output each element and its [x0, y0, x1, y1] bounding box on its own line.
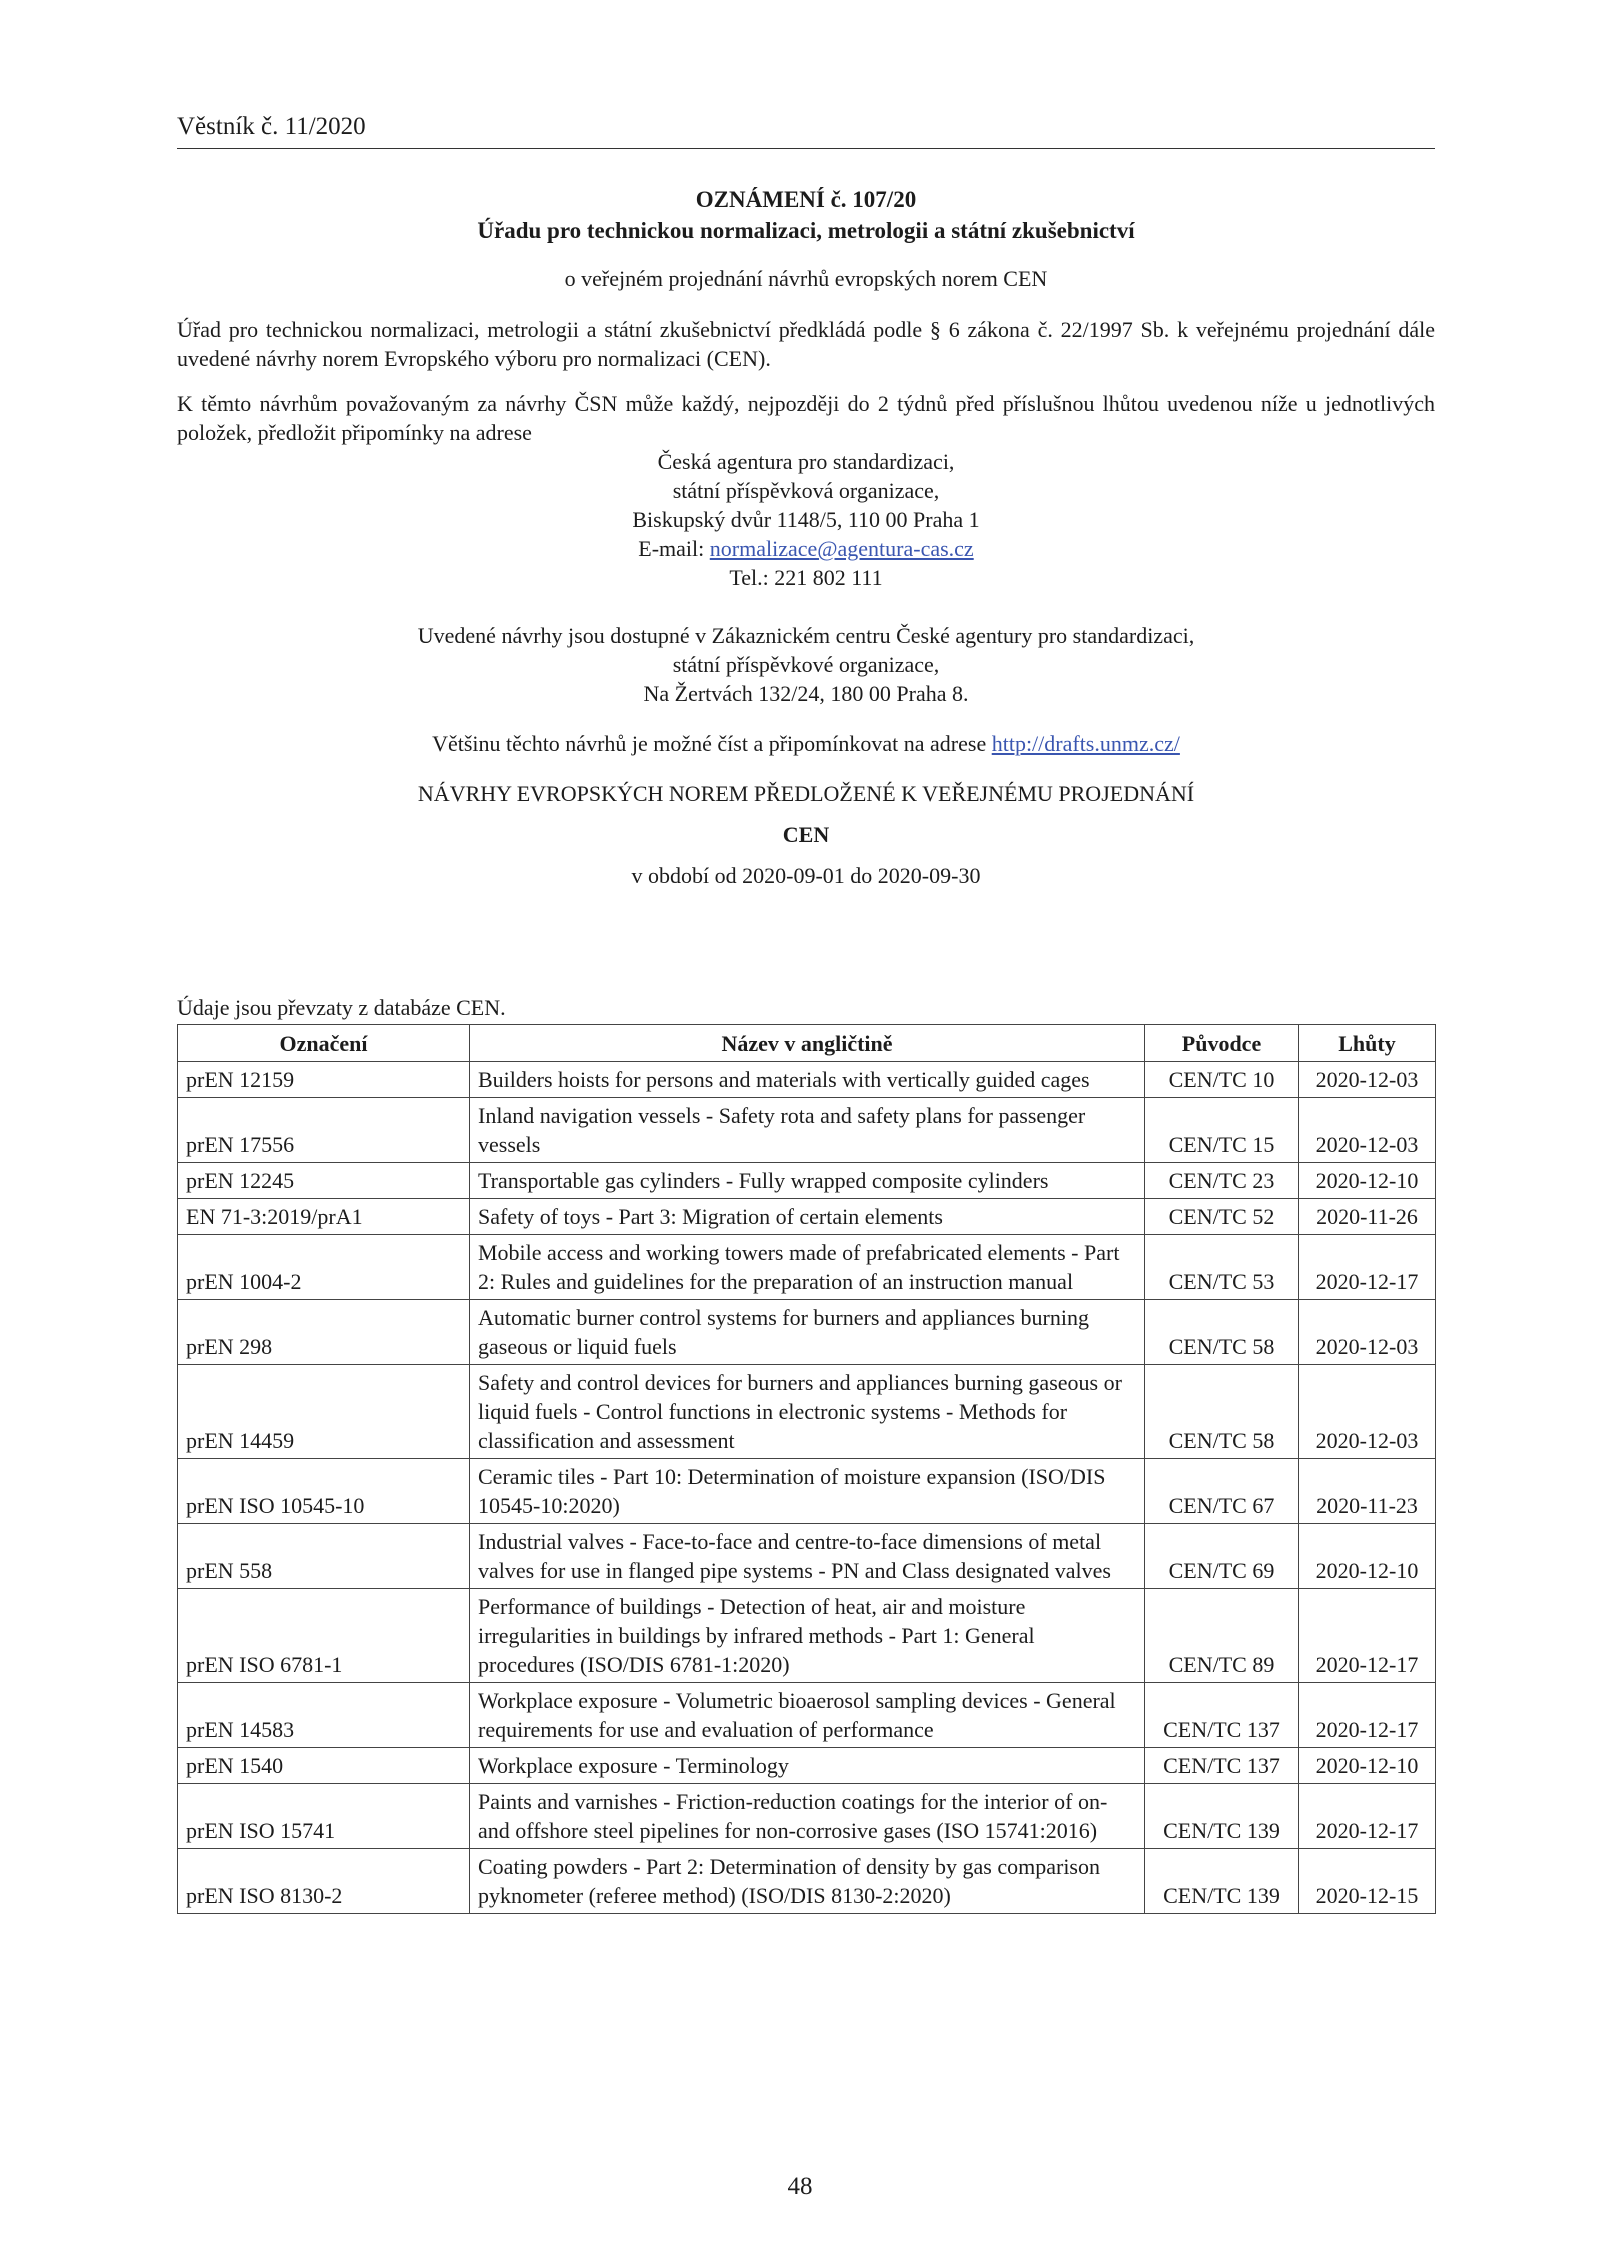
table-caption: Údaje jsou převzaty z databáze CEN.: [177, 995, 506, 1020]
email-link[interactable]: normalizace@agentura-cas.cz: [709, 536, 974, 561]
cell-deadline: 2020-12-03: [1299, 1300, 1436, 1365]
cell-title: Coating powders - Part 2: Determination of density by gas comparison pyknometer (referee method) (ISO/DIS 8130-2:2020): [470, 1849, 1145, 1914]
address-line-2: státní příspěvková organizace,: [672, 478, 940, 503]
cell-designation: prEN 1004-2: [178, 1235, 470, 1300]
cell-designation: EN 71-3:2019/prA1: [178, 1199, 470, 1235]
table-row: [178, 1849, 1436, 1914]
cell-originator: CEN/TC 139: [1145, 1849, 1299, 1914]
drafts-line: [177, 729, 1435, 758]
table-row: [178, 1163, 1436, 1199]
cell-deadline: 2020-12-10: [1299, 1748, 1436, 1784]
cell-originator: CEN/TC 53: [1145, 1235, 1299, 1300]
cell-title: Paints and varnishes - Friction-reduction coatings for the interior of on- and offshore steel pipelines for non-corrosive gases (ISO 15741:2016): [470, 1784, 1145, 1849]
cell-designation: prEN 14459: [178, 1365, 470, 1459]
cell-designation: prEN 298: [178, 1300, 470, 1365]
header-deadline: Lhůty: [1299, 1025, 1436, 1062]
cell-designation: prEN 14583: [178, 1683, 470, 1748]
email-line: [177, 534, 1435, 563]
cell-originator: CEN/TC 137: [1145, 1748, 1299, 1784]
notice-body: [177, 180, 1435, 890]
cell-deadline: 2020-12-17: [1299, 1784, 1436, 1849]
notice-subtitle: o veřejném projednání návrhů evropských norem CEN: [564, 266, 1048, 291]
cell-deadline: 2020-11-26: [1299, 1199, 1436, 1235]
cell-title: Industrial valves - Face-to-face and centre-to-face dimensions of metal valves for use in flanged pipe systems - PN and Class designated valves: [470, 1524, 1145, 1589]
cell-title: Safety and control devices for burners and appliances burning gaseous or liquid fuels - Control functions in electronic systems - Methods for classification and assessment: [470, 1365, 1145, 1459]
cell-title: Workplace exposure - Terminology: [470, 1748, 1145, 1784]
cell-designation: prEN ISO 8130-2: [178, 1849, 470, 1914]
journal-header: Věstník č. 11/2020: [177, 112, 1435, 149]
cell-originator: CEN/TC 139: [1145, 1784, 1299, 1849]
availability-block: [177, 621, 1435, 708]
cell-originator: CEN/TC 23: [1145, 1163, 1299, 1199]
cell-designation: prEN ISO 10545-10: [178, 1459, 470, 1524]
cell-originator: CEN/TC 67: [1145, 1459, 1299, 1524]
cell-designation: prEN 12245: [178, 1163, 470, 1199]
cell-title: Automatic burner control systems for burners and appliances burning gaseous or liquid fuels: [470, 1300, 1145, 1365]
table-row: [178, 1459, 1436, 1524]
cell-designation: prEN 12159: [178, 1062, 470, 1098]
cell-originator: CEN/TC 89: [1145, 1589, 1299, 1683]
cell-deadline: 2020-12-10: [1299, 1163, 1436, 1199]
cell-title: Mobile access and working towers made of prefabricated elements - Part 2: Rules and guidelines for the preparation of an instruction manual: [470, 1235, 1145, 1300]
cell-designation: prEN 558: [178, 1524, 470, 1589]
cell-deadline: 2020-12-03: [1299, 1365, 1436, 1459]
cell-title: Performance of buildings - Detection of heat, air and moisture irregularities in buildings by infrared methods - Part 1: General procedures (ISO/DIS 6781-1:2020): [470, 1589, 1145, 1683]
address-line-3: Biskupský dvůr 1148/5, 110 00 Praha 1: [632, 507, 980, 532]
notice-title: OZNÁMENÍ č. 107/20: [695, 187, 917, 212]
cell-deadline: 2020-12-17: [1299, 1683, 1436, 1748]
table-row: [178, 1683, 1436, 1748]
availability-line-3: Na Žertvách 132/24, 180 00 Praha 8.: [643, 681, 969, 706]
cell-designation: prEN 17556: [178, 1098, 470, 1163]
period: v období od 2020-09-01 do 2020-09-30: [631, 863, 981, 888]
cell-deadline: 2020-12-03: [1299, 1098, 1436, 1163]
section-org: CEN: [782, 822, 830, 847]
intro-paragraph: Úřad pro technickou normalizaci, metrologii a státní zkušebnictví předkládá podle § 6 zákona č. 22/1997 Sb. k veřejnému projednání dále uvedené návrhy norem Evropského výboru pro normalizaci (CEN).: [177, 317, 1435, 371]
cell-deadline: 2020-12-10: [1299, 1524, 1436, 1589]
standards-table: [177, 1024, 1436, 1914]
table-row: [178, 1199, 1436, 1235]
table-header-row: [178, 1025, 1436, 1062]
table-row: [178, 1235, 1436, 1300]
cell-title: Safety of toys - Part 3: Migration of certain elements: [470, 1199, 1145, 1235]
notice-issuer: Úřadu pro technickou normalizaci, metrologii a státní zkušebnictví: [477, 218, 1135, 243]
address-line-1: Česká agentura pro standardizaci,: [657, 449, 955, 474]
drafts-link[interactable]: http://drafts.unmz.cz/: [991, 731, 1180, 756]
header-originator: Původce: [1145, 1025, 1299, 1062]
table-row: [178, 1589, 1436, 1683]
email-label: E-mail:: [638, 536, 710, 561]
cell-deadline: 2020-12-17: [1299, 1589, 1436, 1683]
cell-deadline: 2020-12-03: [1299, 1062, 1436, 1098]
cell-designation: prEN ISO 6781-1: [178, 1589, 470, 1683]
cell-title: Workplace exposure - Volumetric bioaerosol sampling devices - General requirements for use and evaluation of performance: [470, 1683, 1145, 1748]
drafts-text: Většinu těchto návrhů je možné číst a připomínkovat na adrese: [432, 731, 992, 756]
cell-originator: CEN/TC 52: [1145, 1199, 1299, 1235]
cell-originator: CEN/TC 69: [1145, 1524, 1299, 1589]
phone-line: Tel.: 221 802 111: [729, 565, 883, 590]
cell-title: Transportable gas cylinders - Fully wrapped composite cylinders: [470, 1163, 1145, 1199]
table-row: [178, 1748, 1436, 1784]
page-number: 48: [787, 2173, 813, 2200]
availability-line-1: Uvedené návrhy jsou dostupné v Zákaznickém centru České agentury pro standardizaci,: [417, 623, 1195, 648]
header-title-english: Název v angličtině: [470, 1025, 1145, 1062]
table-row: [178, 1300, 1436, 1365]
address-block: [177, 447, 1435, 592]
cell-originator: CEN/TC 58: [1145, 1365, 1299, 1459]
table-row: [178, 1365, 1436, 1459]
header-designation: Označení: [178, 1025, 470, 1062]
cell-originator: CEN/TC 58: [1145, 1300, 1299, 1365]
cell-designation: prEN ISO 15741: [178, 1784, 470, 1849]
section-title: NÁVRHY EVROPSKÝCH NOREM PŘEDLOŽENÉ K VEŘEJNÉMU PROJEDNÁNÍ: [417, 781, 1195, 806]
cell-originator: CEN/TC 10: [1145, 1062, 1299, 1098]
cell-deadline: 2020-12-15: [1299, 1849, 1436, 1914]
availability-line-2: státní příspěvkové organizace,: [672, 652, 940, 677]
cell-designation: prEN 1540: [178, 1748, 470, 1784]
cell-originator: CEN/TC 15: [1145, 1098, 1299, 1163]
cell-originator: CEN/TC 137: [1145, 1683, 1299, 1748]
table-row: [178, 1524, 1436, 1589]
standards-table-section: [177, 993, 1435, 1914]
cell-title: Ceramic tiles - Part 10: Determination of moisture expansion (ISO/DIS 10545-10:2020): [470, 1459, 1145, 1524]
cell-deadline: 2020-11-23: [1299, 1459, 1436, 1524]
table-row: [178, 1098, 1436, 1163]
comments-paragraph: K těmto návrhům považovaným za návrhy ČSN může každý, nejpozději do 2 týdnů před příslušnou lhůtou uvedenou níže u jednotlivých položek, předložit připomínky na adrese: [177, 391, 1435, 445]
table-row: [178, 1062, 1436, 1098]
cell-deadline: 2020-12-17: [1299, 1235, 1436, 1300]
cell-title: Builders hoists for persons and materials with vertically guided cages: [470, 1062, 1145, 1098]
table-row: [178, 1784, 1436, 1849]
cell-title: Inland navigation vessels - Safety rota and safety plans for passenger vessels: [470, 1098, 1145, 1163]
